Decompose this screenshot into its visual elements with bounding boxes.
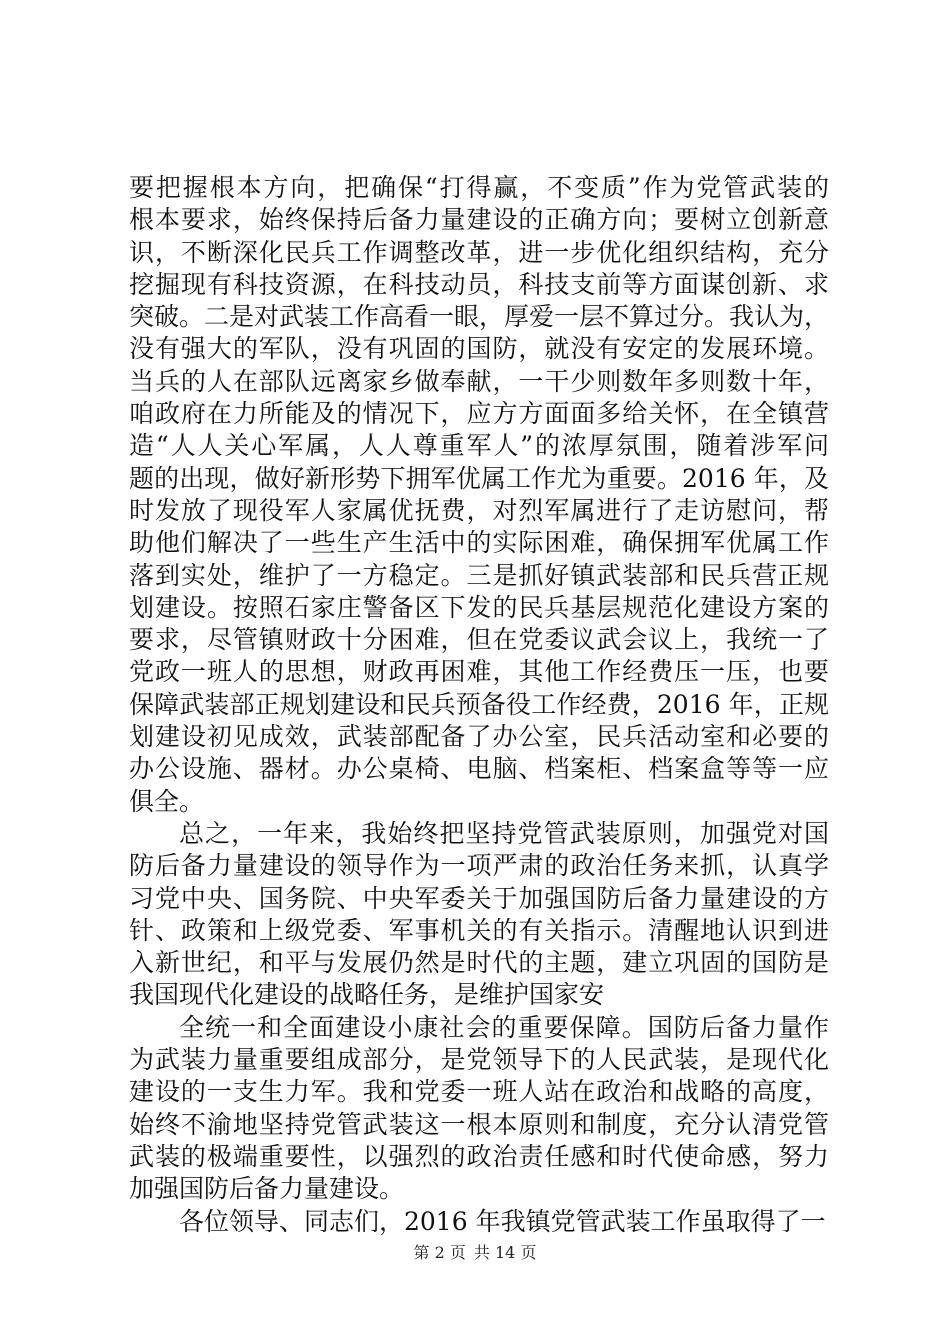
- text-line: 落到实处，维护了一方稳定。三是抓好镇武装部和民兵营正规: [129, 560, 829, 590]
- text-line: 为武装力量重要组成部分，是党领导下的人民武装，是现代化: [129, 1045, 829, 1075]
- paragraph: [129, 1206, 829, 1238]
- text-line: 突破。二是对武装工作高看一眼，厚爱一层不算过分。我认为，: [129, 302, 830, 332]
- text-line: 党政一班人的思想，财政再困难，其他工作经费压一压，也要: [129, 657, 829, 687]
- paragraph: [129, 818, 829, 1012]
- text-line: 针、政策和上级党委、军事机关的有关指示。清醒地认识到进: [129, 915, 829, 945]
- text-line: 划建设。按照石家庄警备区下发的民兵基层规范化建设方案的: [129, 592, 829, 622]
- text-line: 我国现代化建设的战略任务，是维护国家安: [129, 980, 605, 1010]
- text-line: 入新世纪，和平与发展仍然是时代的主题，建立巩固的国防是: [129, 948, 829, 978]
- text-line: 总之，一年来，我始终把坚持党管武装原则，加强党对国: [179, 818, 829, 848]
- text-line: 识，不断深化民兵工作调整改革，进一步优化组织结构，充分: [129, 237, 829, 267]
- text-line: 没有强大的军队，没有巩固的国防，就没有安定的发展环境。: [129, 334, 829, 364]
- text-line: 助他们解决了一些生产生活中的实际困难，确保拥军优属工作: [129, 528, 829, 558]
- text-line: 根本要求，始终保持后备力量建设的正确方向；要树立创新意: [129, 205, 829, 235]
- text-line: 俱全。: [129, 786, 205, 816]
- text-line: 保障武装部正规划建设和民兵预备役工作经费，2016 年，正规: [129, 689, 829, 719]
- document-body: [129, 172, 829, 1238]
- text-line: 办公设施、器材。办公桌椅、电脑、档案柜、档案盒等等一应: [129, 754, 829, 784]
- text-line: 全统一和全面建设小康社会的重要保障。国防后备力量作: [179, 1012, 829, 1042]
- paragraph: [129, 172, 829, 818]
- text-line: 武装的极端重要性，以强烈的政治责任感和时代使命感，努力: [129, 1141, 829, 1171]
- text-line: 防后备力量建设的领导作为一项严肃的政治任务来抓，认真学: [129, 851, 829, 881]
- paragraph: [129, 1012, 829, 1206]
- text-line: 要求，尽管镇财政十分困难，但在党委议武会议上，我统一了: [129, 625, 829, 655]
- page-number: 第 2 页: [413, 1243, 466, 1262]
- text-line: 时发放了现役军人家属优抚费，对烈军属进行了走访慰问，帮: [129, 495, 829, 525]
- page-footer: [0, 1243, 950, 1263]
- text-line: 题的出现，做好新形势下拥军优属工作尤为重要。2016 年，及: [129, 463, 829, 493]
- text-line: 习党中央、国务院、中央军委关于加强国防后备力量建设的方: [129, 883, 829, 913]
- text-line: 划建设初见成效，武装部配备了办公室，民兵活动室和必要的: [129, 722, 829, 752]
- text-line: 挖掘现有科技资源，在科技动员，科技支前等方面谋创新、求: [129, 269, 829, 299]
- text-line: 始终不渝地坚持党管武装这一根本原则和制度，充分认清党管: [129, 1109, 829, 1139]
- text-line: 咱政府在力所能及的情况下，应方方面面多给关怀，在全镇营: [129, 399, 829, 429]
- page-total: 共 14 页: [473, 1243, 537, 1262]
- text-line: 各位领导、同志们，2016 年我镇党管武装工作虽取得了一: [179, 1206, 826, 1236]
- text-line: 造“人人关心军属，人人尊重军人”的浓厚氛围，随着涉军问: [129, 431, 829, 461]
- text-line: 加强国防后备力量建设。: [129, 1174, 405, 1204]
- text-line: 当兵的人在部队远离家乡做奉献，一干少则数年多则数十年，: [129, 366, 829, 396]
- text-line: 要把握根本方向，把确保“打得赢，不变质”作为党管武装的: [129, 173, 829, 202]
- text-line: 建设的一支生力军。我和党委一班人站在政治和战略的高度，: [129, 1077, 829, 1107]
